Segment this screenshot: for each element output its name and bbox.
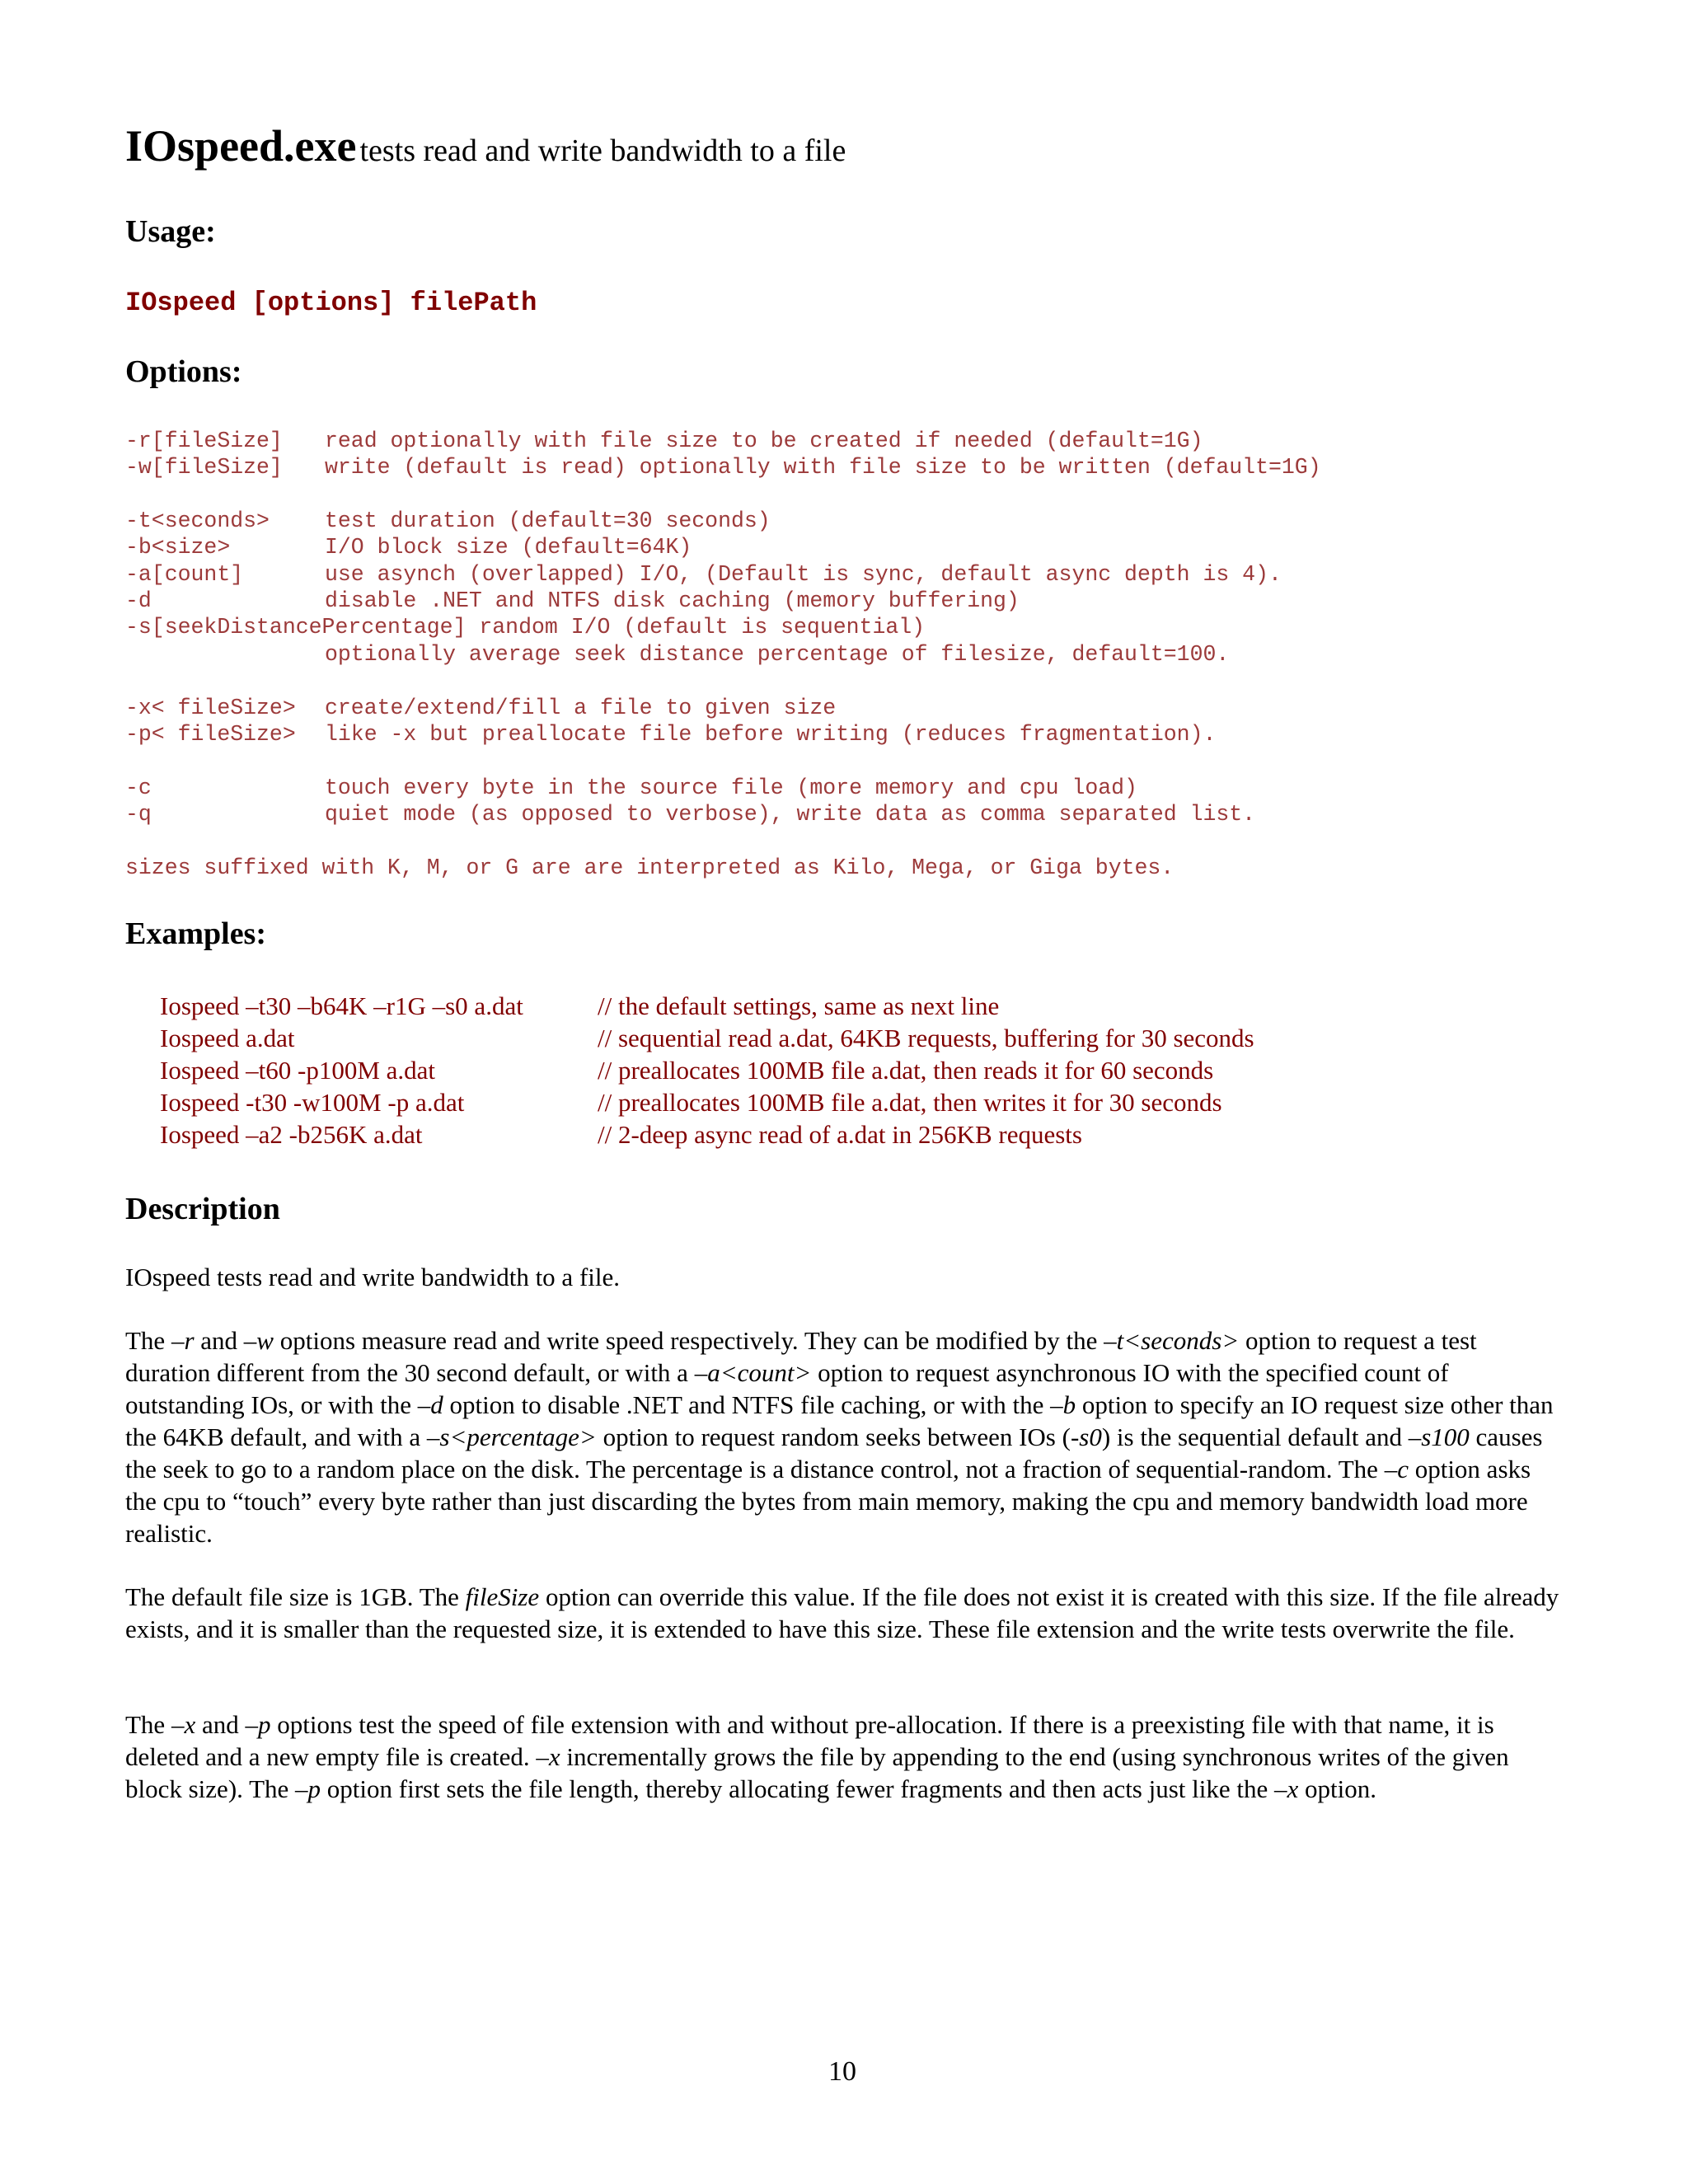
option-line <box>125 457 1321 479</box>
title-subtitle: tests read and write bandwidth to a file <box>359 134 846 168</box>
example-comment: // the default settings, same as next line <box>598 991 1000 1020</box>
example-row <box>160 1025 1254 1051</box>
example-command: Iospeed –a2 -b256K a.dat <box>160 1120 423 1149</box>
option-desc: use asynch (overlapped) I/O, (Default is sync, default async depth is 4). <box>325 562 1282 587</box>
option-desc: read optionally with file size to be created if needed (default=1G) <box>325 429 1203 453</box>
title-program-name: IOspeed.exe <box>125 121 357 171</box>
option-line <box>125 724 1216 746</box>
option-flag: -c <box>125 776 152 800</box>
option-line <box>125 804 1255 826</box>
option-flag: -w[fileSize] <box>125 455 283 480</box>
example-command: Iospeed a.dat <box>160 1024 295 1052</box>
usage-heading: Usage: <box>125 214 216 249</box>
example-comment: // 2-deep async read of a.dat in 256KB requests <box>598 1120 1082 1149</box>
example-row <box>160 1057 1213 1083</box>
example-command: Iospeed –t30 –b64K –r1G –s0 a.dat <box>160 991 523 1020</box>
description-paragraph-1: IOspeed tests read and write bandwidth to a file. <box>125 1263 621 1291</box>
description-heading: Description <box>125 1192 280 1226</box>
examples-heading: Examples: <box>125 916 266 951</box>
option-line <box>125 590 1020 612</box>
page-title <box>125 121 846 171</box>
option-desc: like -x but preallocate file before writing (reduces fragmentation). <box>325 722 1217 747</box>
option-desc: -s[seekDistancePercentage] random I/O (default is sequential) <box>125 615 926 640</box>
option-flag: -q <box>125 802 152 827</box>
option-note: sizes suffixed with K, M, or G are are interpreted as Kilo, Mega, or Giga bytes. <box>125 855 1175 880</box>
example-command: Iospeed -t30 -w100M -p a.dat <box>160 1088 465 1117</box>
option-line <box>125 537 692 559</box>
option-line <box>125 430 1203 452</box>
example-comment: // preallocates 100MB file a.dat, then reads it for 60 seconds <box>598 1056 1214 1085</box>
option-desc: test duration (default=30 seconds) <box>325 509 771 533</box>
example-command: Iospeed –t60 -p100M a.dat <box>160 1056 436 1085</box>
option-line <box>125 777 1137 799</box>
page-number: 10 <box>828 2056 856 2087</box>
option-desc: optionally average seek distance percentage of filesize, default=100. <box>325 642 1230 667</box>
option-desc: quiet mode (as opposed to verbose), write data as comma separated list. <box>325 802 1256 827</box>
example-row <box>160 993 999 1019</box>
example-comment: // sequential read a.dat, 64KB requests, buffering for 30 seconds <box>598 1024 1254 1052</box>
option-line <box>125 510 771 532</box>
option-flag: -p< fileSize> <box>125 722 296 747</box>
option-line <box>125 564 1282 586</box>
example-row <box>160 1122 1082 1147</box>
option-desc: touch every byte in the source file (more memory and cpu load) <box>325 776 1137 800</box>
option-line <box>125 644 1229 666</box>
option-desc: disable .NET and NTFS disk caching (memory buffering) <box>325 588 1020 613</box>
option-desc: create/extend/fill a file to given size <box>325 696 837 720</box>
option-flag: -d <box>125 588 152 613</box>
option-line <box>125 616 925 639</box>
example-row <box>160 1090 1222 1115</box>
description-paragraph-4: The –x and –p options test the speed of file extension with and without pre-allocation. If there is a preexisting file with that name, it is deleted and a new empty file is created. –x incrementally grows the file by appending to the end (using synchronous writes of the given block size). The –p option first sets the file length, thereby allocating fewer fragments and then acts just like the –x option. <box>125 1710 1509 1803</box>
description-paragraph-2: The –r and –w options measure read and write speed respectively. They can be modified by the –t<seconds> option to request a test duration different from the 30 second default, or with a –a<count> option to request asynchronous IO with the specified count of outstanding IOs, or with the –d option to disable .NET and NTFS file caching, or with the –b option to specify an IO request size other than the 64KB default, and with a –s<percentage> option to request random seeks between IOs (-s0) is the sequential default and –s100 causes the seek to go to a random place on the disk. The percentage is a distance control, not a fraction of sequential-random. The –c option asks the cpu to “touch” every byte rather than just discarding the bytes from main memory, making the cpu and memory bandwidth load more realistic. <box>125 1326 1554 1548</box>
usage-command: IOspeed [options] filePath <box>125 288 537 318</box>
example-comment: // preallocates 100MB file a.dat, then writes it for 30 seconds <box>598 1088 1222 1117</box>
option-line <box>125 697 836 719</box>
option-flag: -r[fileSize] <box>125 429 283 453</box>
option-flag: -a[count] <box>125 562 244 587</box>
option-desc: I/O block size (default=64K) <box>325 535 692 560</box>
description-paragraph-3: The default file size is 1GB. The fileSize option can override this value. If the file does not exist it is created with this size. If the file already exists, and it is smaller than the requested size, it is extended to have this size. These file extension and the write tests overwrite the file. <box>125 1582 1559 1643</box>
option-desc: write (default is read) optionally with file size to be written (default=1G) <box>325 455 1321 480</box>
options-heading: Options: <box>125 354 242 389</box>
option-flag: -b<size> <box>125 535 231 560</box>
option-flag: -x< fileSize> <box>125 696 296 720</box>
option-flag: -t<seconds> <box>125 509 270 533</box>
